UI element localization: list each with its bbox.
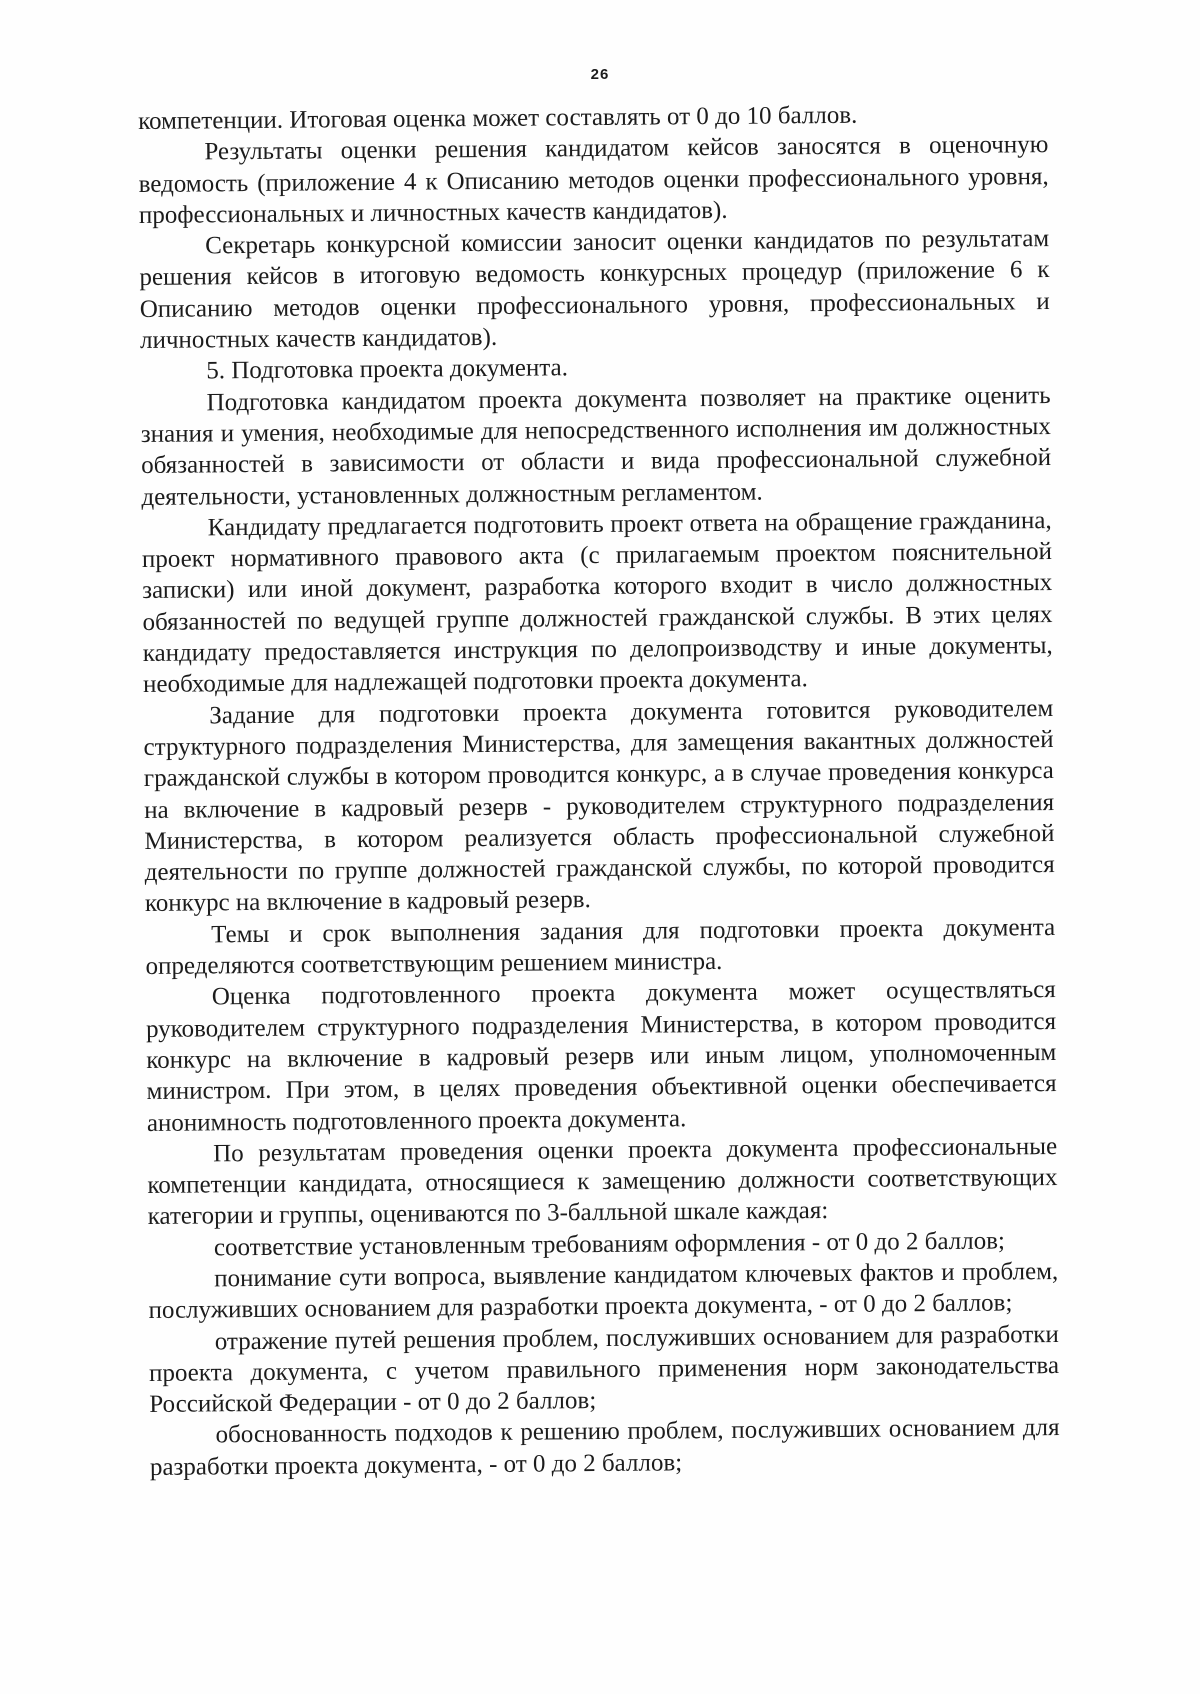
paragraph-draft-purpose: Подготовка кандидатом проекта документа позволяет на практике оценить знания и умения, необходимые для непосредственного исполнения им должностных обязанностей в зависимости от области и вида профессиональной служебной деятельности, установленных должностным регламентом.	[140, 381, 1052, 511]
paragraph-topics-deadline: Темы и срок выполнения задания для подготовки проекта документа определяются соответствующим решением министра.	[145, 913, 1056, 980]
section-heading-document-draft: 5. Подготовка проекта документа.	[206, 354, 569, 385]
criterion-understanding: понимание сути вопроса, выявление кандидатом ключевых фактов и проблем, послуживших основанием для разработки проекта документа, - от 0 до 2 баллов;	[148, 1257, 1059, 1325]
paragraph-candidate-task: Кандидату предлагается подготовить проект ответа на обращение гражданина, проект нормативного правового акта (с прилагаемым проектом пояснительной записки) или иной документ, разработка которого входит в число должностных обязанностей по ведущей группе должностей гражданской службы. В этих целях кандидату предоставляется инструкция по делопроизводству и иные документы, необходимые для надлежащей подготовки проекта документа.	[141, 506, 1053, 699]
paragraph-competence-total: компетенции. Итоговая оценка может составлять от 0 до 10 баллов.	[138, 101, 858, 135]
paragraph-task-preparation: Задание для подготовки проекта документа готовится руководителем структурного подразделения Министерства, для замещения вакантных должностей гражданской службы в котором проводится конкурс, а в случае проведения конкурса на включение в кадровый резерв - руководителем структурного подразделения Министерства, в котором реализуется область профессиональной служебной деятельности по группе должностей гражданской службы, по которой проводится конкурс на включение в кадровый резерв.	[143, 694, 1055, 918]
document-body	[138, 98, 1060, 1483]
paragraph-scoring-scale: По результатам проведения оценки проекта документа профессиональные компетенции кандидата, относящиеся к замещению должности соответствующих категории и группы, оцениваются по 3-балльной шкале каждая:	[147, 1132, 1058, 1231]
criterion-solutions: отражение путей решения проблем, послуживших основанием для разработки проекта документа, с учетом правильного применения норм законодательства Российской Федерации - от 0 до 2 баллов;	[148, 1320, 1060, 1419]
paragraph-evaluation-anonymity: Оценка подготовленного проекта документа может осуществляться руководителем структурного подразделения Министерства, в котором проводится конкурс на включение в кадровый резерв или иным лицом, уполномоченным министром. При этом, в целях проведения объективной оценки обеспечивается анонимность подготовленного проекта документа.	[145, 976, 1057, 1137]
criterion-justification: обоснованность подходов к решению проблем, послуживших основанием для разработки проекта документа, - от 0 до 2 баллов;	[149, 1414, 1060, 1481]
paragraph-case-results-sheet: Результаты оценки решения кандидатом кейсов заносятся в оценочную ведомость (приложение 4 к Описанию методов оценки профессионального уровня, профессиональных и личностных качеств кандидатов).	[138, 131, 1049, 229]
criterion-formatting: соответствие установленным требованиям оформления - от 0 до 2 баллов;	[213, 1227, 1006, 1262]
page-number: 26	[590, 66, 610, 83]
paragraph-secretary-records: Секретарь конкурсной комиссии заносит оценки кандидатов по результатам решения кейсов в итоговую ведомость конкурсных процедур (приложение 6 к Описанию методов оценки профессионального уровня, профессиональных и личностных качеств кандидатов).	[139, 225, 1050, 355]
